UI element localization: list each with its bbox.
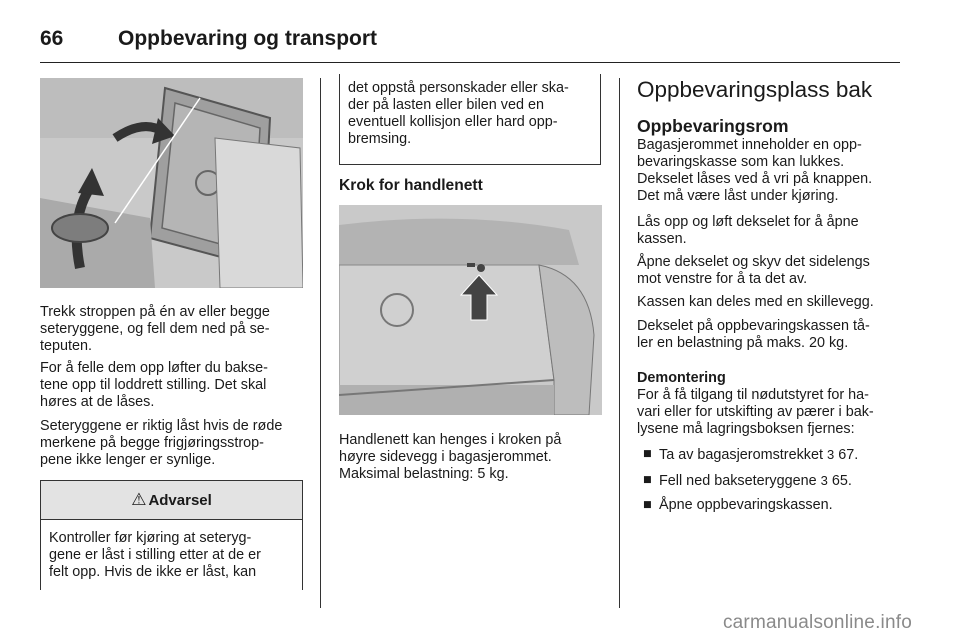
paragraph-unlock-lid: Lås opp og løft dekselet for å åpne kassen. [637,214,859,247]
warning-header [41,481,302,520]
bullet-text: Ta av bagasjeromstrekket [659,447,823,463]
bullet-item-open-box [643,497,833,514]
paragraph-lock-check: Seteryggene er riktig låst hvis de røde merkene på begge frigjøringsstrop- pene ikke lenger er synlige. [40,418,283,468]
warning-text: Kontroller før kjøring at seteryg- gene er låst i stilling etter at de er felt opp. Hvis de ikke er låst, kan [49,530,261,580]
bullet-item-remove-cover [643,446,858,464]
bullet-square-icon: ■ [643,497,652,513]
bullet-text: Fell ned bakseteryggene [659,473,817,489]
paragraph-lid-load: Dekselet på oppbevaringskassen tå- ler en belastning på maks. 20 kg. [637,318,870,351]
column-divider-right [619,78,620,608]
paragraph-fold-instructions: Trekk stroppen på én av eller begge seteryggene, og fell dem ned på se- teputen. [40,304,270,354]
page-number: 66 [40,27,64,50]
page-header [40,18,900,60]
paragraph-removal: For å få tilgang til nødutstyret for ha- vari eller for utskifting av pærer i bak- lysene må lagringsboksen fjernes: [637,387,874,437]
paragraph-divider: Kassen kan deles med en skillevegg. [637,294,874,310]
seat-strap-illustration [40,78,303,288]
warning-icon: ⚠ [131,490,147,509]
warning-title: Advarsel [148,491,212,509]
watermark: carmanualsonline.info [722,612,912,633]
paragraph-raise-instructions: For å felle dem opp løfter du bakse- tene opp til loddrett stilling. Det skal høres at de låses. [40,360,268,410]
paragraph-bag-hook: Handlenett kan henges i kroken på høyre sidevegg i bagasjerommet. Maksimal belastning: 5 kg. [339,432,562,482]
page-reference-icon: 3 [820,473,828,488]
bullet-square-icon: ■ [643,446,652,462]
subheading-storage-compartment: Oppbevaringsrom [637,116,789,136]
page-reference[interactable]: 65. [831,473,852,489]
bullet-square-icon: ■ [643,472,652,488]
page-reference[interactable]: 67. [838,447,859,463]
warning-continued-text: det oppstå personskader eller ska- der på lasten eller bilen ved en eventuell kollisjon eller hard opp- bremsing. [348,80,569,147]
header-rule [40,62,900,63]
bag-hook-illustration [339,205,602,415]
paragraph-remove-lid: Åpne dekselet og skyv det sidelengs mot venstre for å ta det av. [637,254,870,287]
figure-bag-hook [339,205,602,415]
column-divider-left [320,78,321,608]
section-heading-bag-hook: Krok for handlenett [339,177,483,194]
bullet-item-fold-seats [643,472,852,490]
paragraph-storage-box: Bagasjerommet inneholder en opp- bevaringskasse som kan lukkes. Dekselet låses ved å vri på knappen. Det må være låst under kjøring. [637,137,873,204]
warning-box [40,480,303,590]
bullet-text: Åpne oppbevaringskassen. [659,497,833,513]
figure-seat-strap [40,78,303,288]
page-reference-icon: 3 [826,447,835,462]
warning-box-continued [339,74,601,165]
subheading-removal: Demontering [637,370,726,386]
section-heading-rear-storage: Oppbevaringsplass bak [637,77,873,102]
chapter-title: Oppbevaring og transport [118,27,378,50]
